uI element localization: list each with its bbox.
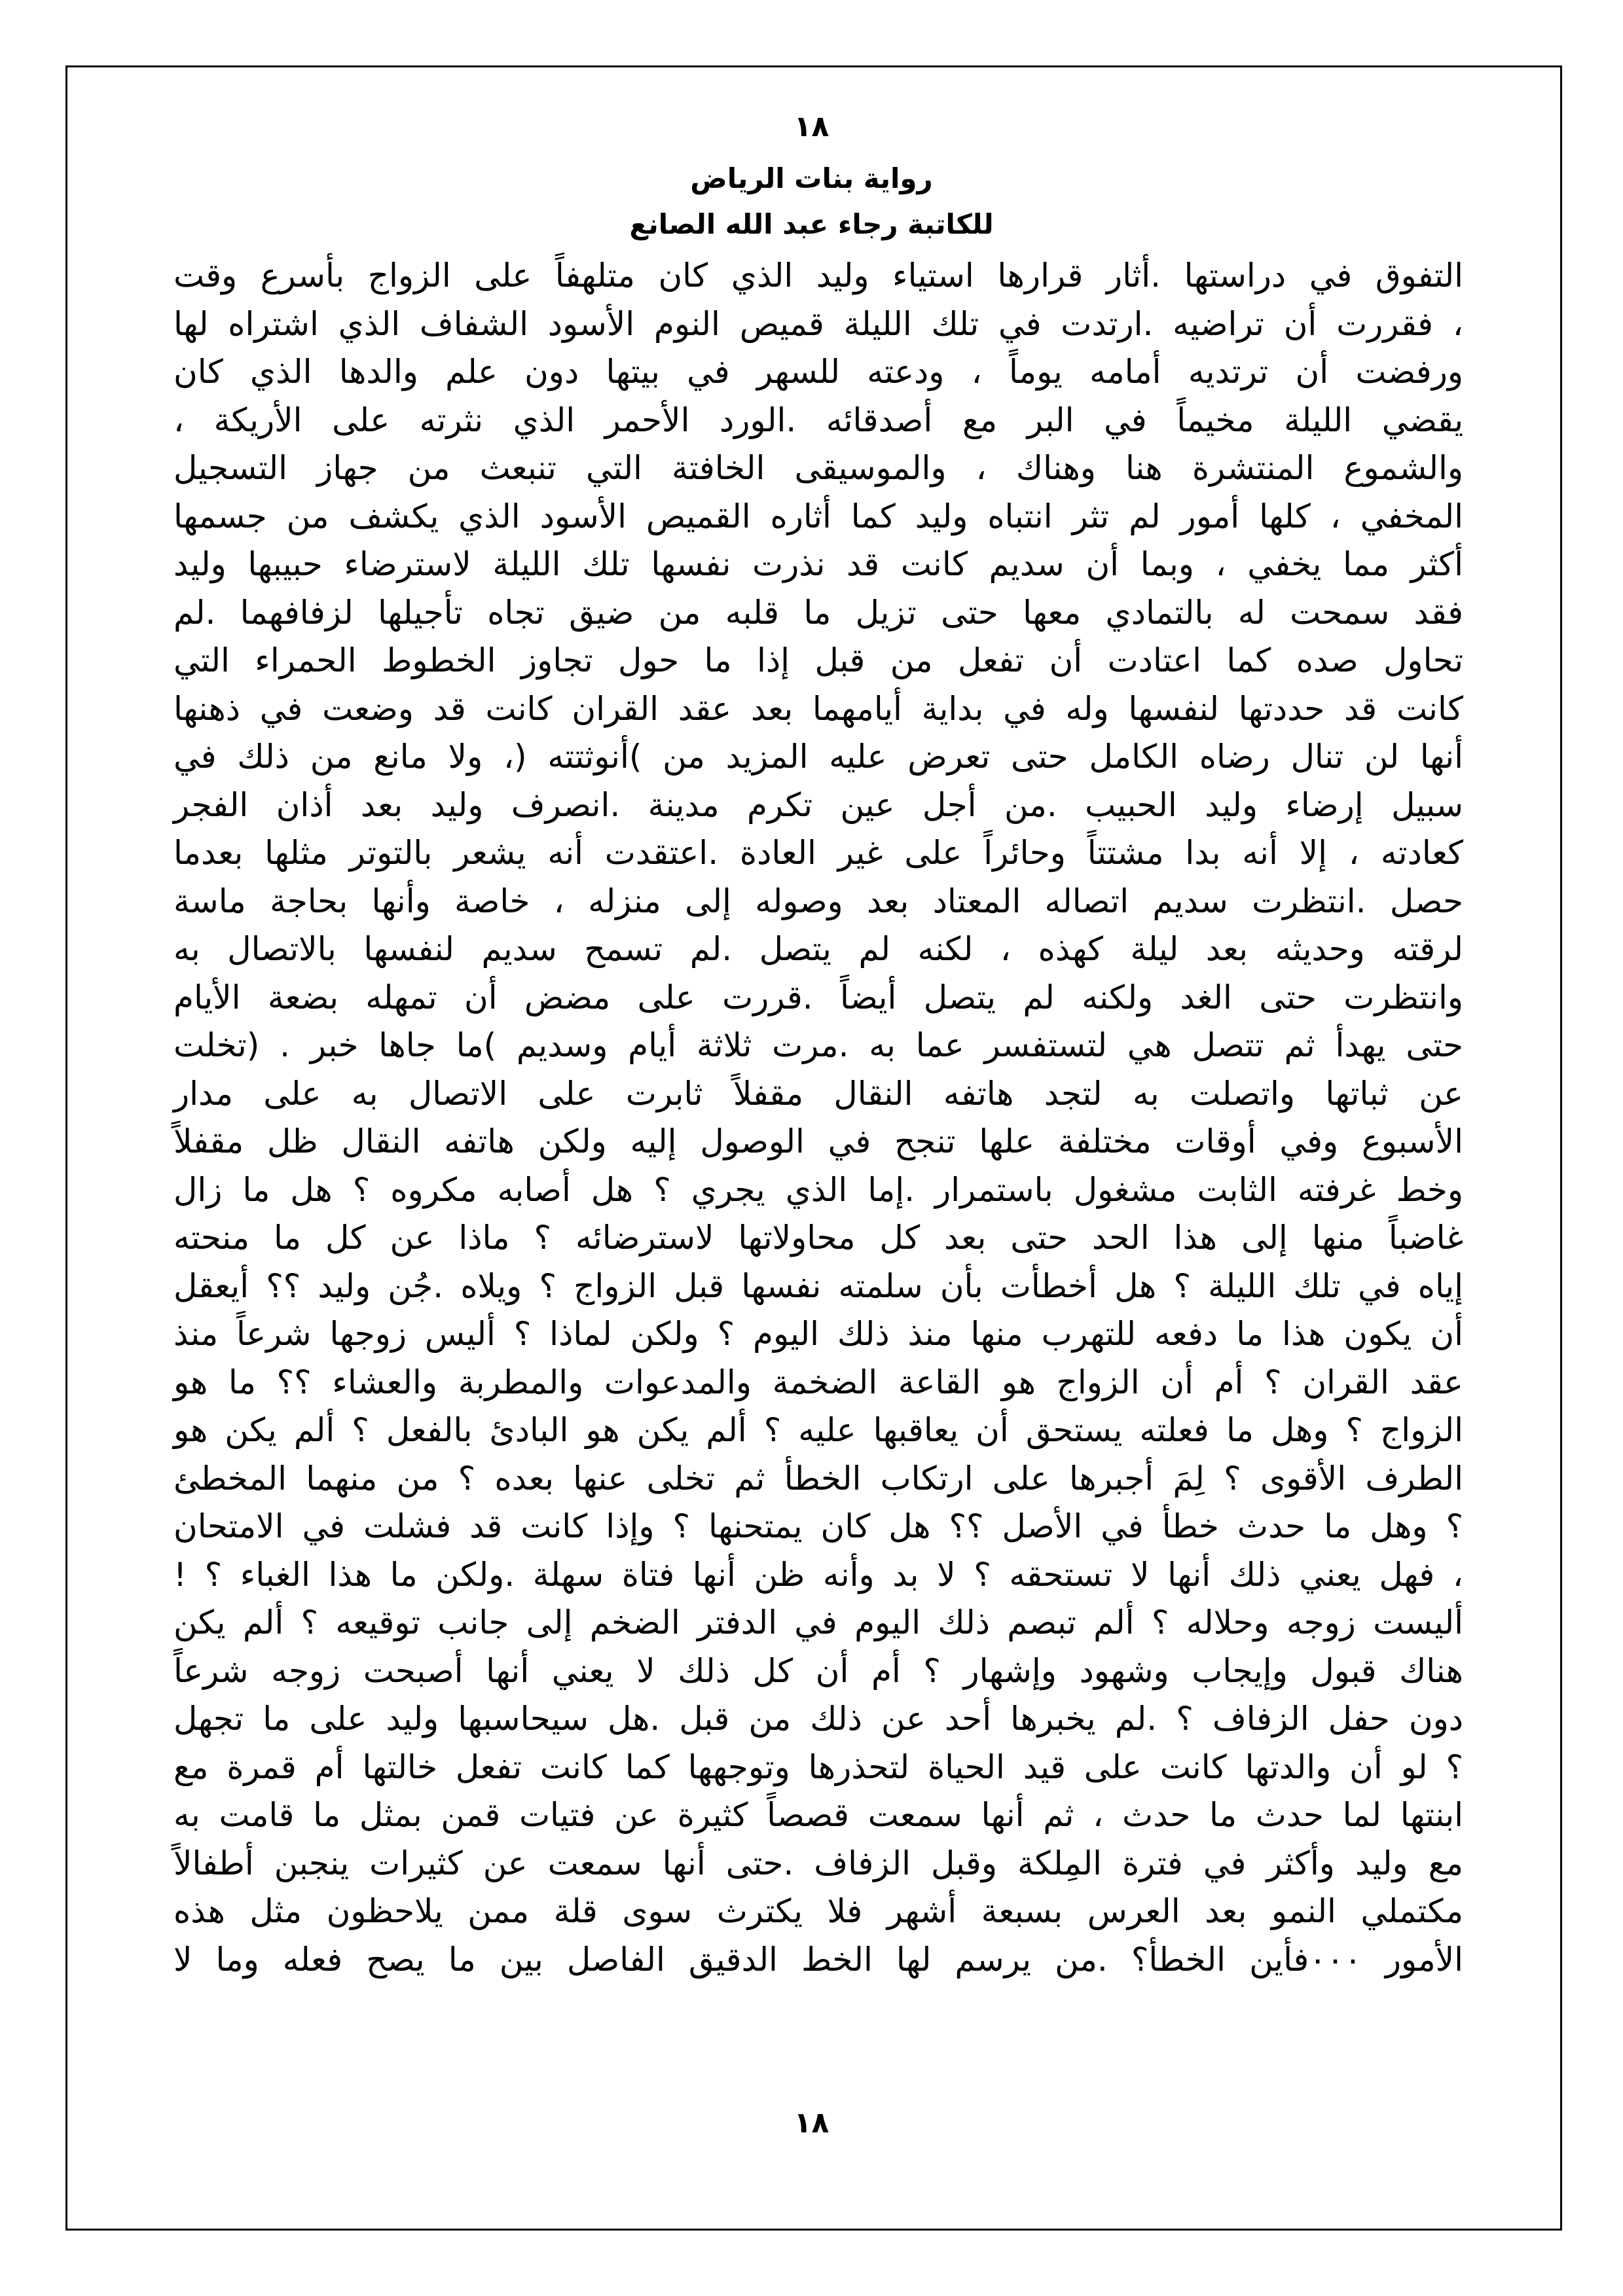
text-line: سبيل إرضاء وليد الحبيب .من أجل عين تكرم مدينة .انصرف وليد بعد أذان الفجر (173, 785, 1463, 824)
text-line: ابنتها لما حدث ما حدث ، ثم أنها سمعت قصصاً كثيرة عن فتيات قمن بمثل ما قامت به (173, 1796, 1463, 1834)
body-text (173, 252, 1463, 1984)
text-line: يقضي الليلة مخيماً في البر مع أصدقائه .الورد الأحمر الذي نثرته على الأريكة ، (173, 401, 1463, 439)
text-line: عن ثباتها واتصلت به لتجد هاتفه النقال مقفلاً ثابرت على الاتصال به على مدار (173, 1074, 1463, 1113)
text-line: ، فهل يعني ذلك أنها لا تستحقه ؟ لا بد وأنه ظن أنها فتاة سهلة .ولكن ما هذا الغباء ؟ ! (173, 1555, 1463, 1594)
text-line: فقد سمحت له بالتمادي معها حتى تزيل ما قلبه من ضيق تجاه تأجيلها لزفافهما .لم (173, 593, 1463, 632)
text-line: التفوق في دراستها .أثار قرارها استياء وليد الذي كان متلهفاً على الزواج بأسرع وقت (173, 257, 1463, 295)
page-number-bottom: ١٨ (793, 2106, 830, 2140)
text-line: حصل .انتظرت سديم اتصاله المعتاد بعد وصوله إلى منزله ، خاصة وأنها بحاجة ماسة (173, 882, 1463, 920)
text-line: مكتملي النمو بعد العرس بسبعة أشهر فلا يكترث سوى قلة ممن يلاحظون مثل هذه (173, 1892, 1463, 1930)
text-line: إياه في تلك الليلة ؟ هل أخطأت بأن سلمته نفسها قبل الزواج ؟ ويلاه .جُن وليد ؟؟ أيعقل (173, 1266, 1463, 1305)
text-line: لرقته وحديثه بعد ليلة كهذه ، لكنه لم يتصل .لم تسمح سديم لنفسها بالاتصال به (173, 930, 1463, 968)
text-line: كعادته ، إلا أنه بدا مشتتاً وحائراً على غير العادة .اعتقدت أنه يشعر بالتوتر مثلها بعدما (173, 834, 1463, 872)
text-line: وخط غرفته الثابت مشغول باستمرار .إما الذي يجري ؟ هل أصابه مكروه ؟ هل ما زال (173, 1170, 1463, 1209)
text-line: عقد القران ؟ أم أن الزواج هو القاعة الضخمة والمدعوات والمطربة والعشاء ؟؟ ما هو (173, 1363, 1463, 1401)
text-line: الزواج ؟ وهل ما فعلته يستحق أن يعاقبها عليه ؟ ألم يكن هو البادئ بالفعل ؟ ألم يكن هو (173, 1411, 1463, 1449)
text-line: المخفي ، كلها أمور لم تثر انتباه وليد كما أثاره القميص الأسود الذي يكشف من جسمها (173, 497, 1463, 535)
text-line: أكثر مما يخفي ، وبما أن سديم كانت قد نذرت نفسها تلك الليلة لاسترضاء حبيبها وليد (173, 545, 1463, 583)
text-line: الأسبوع وفي أوقات مختلفة علها تنجح في الوصول إليه ولكن هاتفه النقال ظل مقفلاً (173, 1122, 1463, 1160)
text-line: أن يكون هذا ما دفعه للتهرب منها منذ ذلك اليوم ؟ ولكن لماذا ؟ أليس زوجها شرعاً منذ (173, 1315, 1463, 1353)
text-line: حتى يهدأ ثم تتصل هي لتستفسر عما به .مرت ثلاثة أيام وسديم )ما جاها خبر . (تخلت (173, 1026, 1463, 1064)
text-line: ؟ لو أن والدتها كانت على قيد الحياة لتحذرها وتوجهها كما كانت تفعل خالتها أم قمرة مع (173, 1748, 1463, 1786)
text-line: ، فقررت أن تراضيه .ارتدت في تلك الليلة قميص النوم الأسود الشفاف الذي اشتراه لها (173, 304, 1463, 343)
text-line: الطرف الأقوى ؟ لِمَ أجبرها على ارتكاب الخطأ ثم تخلى عنها بعده ؟ من منهما المخطئ (173, 1459, 1463, 1498)
text-line: تحاول صده كما اعتادت أن تفعل من قبل إذا ما حول تجاوز الخطوط الحمراء التي (173, 641, 1463, 679)
text-line: هناك قبول وإيجاب وشهود وإشهار ؟ أم أن كل ذلك لا يعني أنها أصبحت زوجه شرعاً (173, 1651, 1463, 1690)
text-line: أنها لن تنال رضاه الكامل حتى تعرض عليه المزيد من )أنوثتته (، ولا مانع من ذلك في (173, 738, 1463, 776)
author-line: للكاتبة رجاء عبد الله الصانع (629, 208, 994, 240)
text-line: والشموع المنتشرة هنا وهناك ، والموسيقى الخافتة التي تنبعث من جهاز التسجيل (173, 449, 1463, 487)
text-line: ؟ وهل ما حدث خطأ في الأصل ؟؟ هل كان يمتحنها ؟ وإذا كانت قد فشلت في الامتحان (173, 1507, 1463, 1545)
text-line: غاضباً منها إلى هذا الحد حتى بعد كل محاولاتها لاسترضائه ؟ ماذا عن كل ما منحته (173, 1219, 1463, 1257)
text-line: وانتظرت حتى الغد ولكنه لم يتصل أيضاً .قررت على مضض أن تمهله بضعة الأيام (173, 978, 1463, 1016)
text-line: الأمور ٠٠٠فأين الخطأ؟ .من يرسم لها الخط الدقيق الفاصل بين ما يصح فعله وما لا (173, 1940, 1464, 1979)
text-line: كانت قد حددتها لنفسها وله في بداية أيامهما بعد عقد القران كانت قد وضعت في ذهنها (173, 689, 1463, 728)
text-line: مع وليد وأكثر في فترة المِلكة وقبل الزفاف .حتى أنها سمعت عن كثيرات ينجبن أطفالاً (173, 1844, 1463, 1882)
text-line: دون حفل الزفاف ؟ .لم يخبرها أحد عن ذلك من قبل .هل سيحاسبها وليد على ما تجهل (173, 1700, 1463, 1738)
page-number-top: ١٨ (793, 110, 830, 143)
page-title: رواية بنات الرياض (690, 162, 933, 194)
text-line: ورفضت أن ترتديه أمامه يوماً ، ودعته للسهر في بيتها دون علم والدها الذي كان (173, 353, 1463, 391)
text-line: أليست زوجه وحلاله ؟ ألم تبصم ذلك اليوم في الدفتر الضخم إلى جانب توقيعه ؟ ألم يكن (173, 1604, 1463, 1641)
